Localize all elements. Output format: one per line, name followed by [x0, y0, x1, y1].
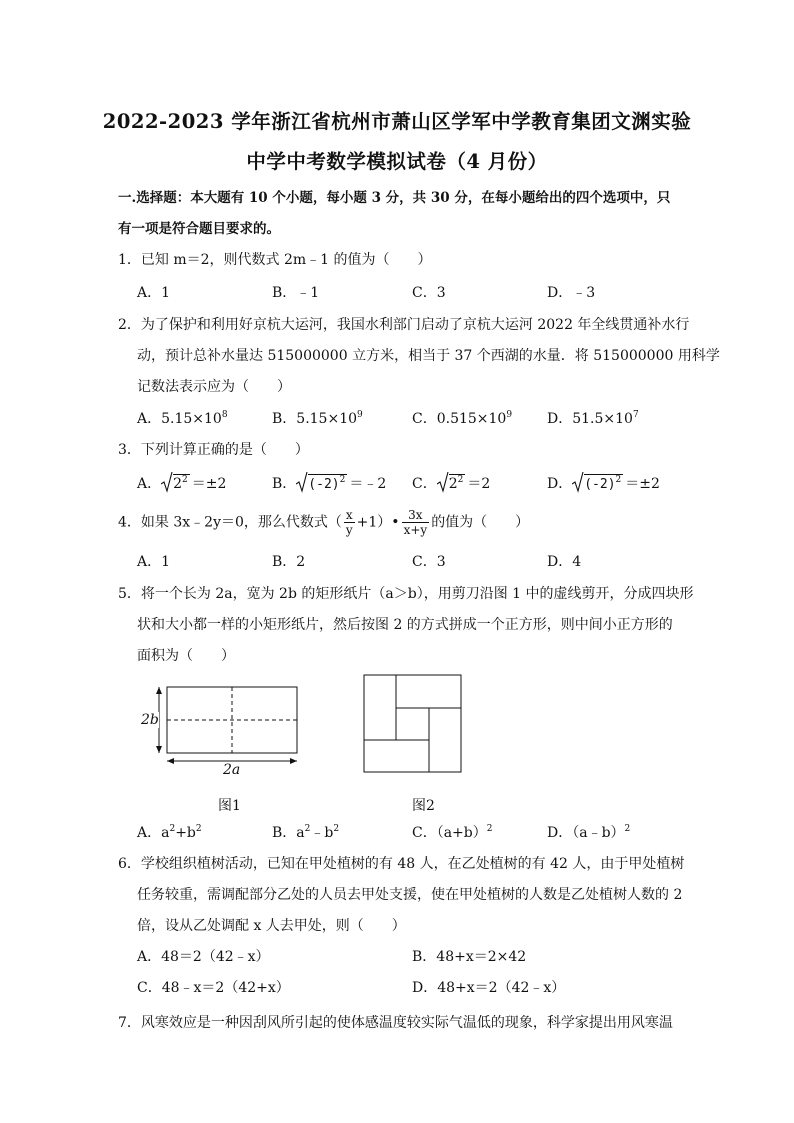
figure-1-bottom-label: 2a [223, 762, 241, 778]
q4-option-b[interactable]: B．2 [272, 554, 306, 570]
q3-option-a[interactable]: A． $2^2 =\pm 2$ [137, 473, 226, 493]
q2-option-a[interactable]: A．$5.15\times 10^8$ [137, 410, 228, 427]
q6-option-d[interactable]: D．48+x＝2（42﹣x） [412, 980, 566, 996]
question-2-line2: 动，预计总补水量达 515000000 立方米，相当于 37 个西湖的水量．将 515000000 用科学 [137, 348, 720, 364]
figure-2-caption: 图2 [412, 798, 435, 814]
question-5-line1: 5．将一个长为 2a，宽为 2b 的矩形纸片（a＞b），用剪刀沿图 1 中的虚线剪开，分成四块形 [118, 586, 694, 602]
q4-option-a[interactable]: A．1 [137, 554, 171, 570]
fraction-x-over-y: $\frac{x}{y}$ [345, 508, 353, 537]
question-6-line2: 任务较重，需调配部分乙处的人员去甲处支援，使在甲处植树的人数是乙处植树人数的 2 [137, 887, 683, 903]
q4-option-d[interactable]: D．4 [547, 554, 582, 570]
q6-option-c[interactable]: C．48﹣x＝2（42+x） [137, 980, 290, 996]
q3-option-c[interactable]: C． $2^2 =2$ [412, 473, 490, 493]
q5-option-c[interactable]: C．$(a+b)^2$ [412, 824, 493, 841]
q2-option-c[interactable]: C．$0.515\times 10^9$ [412, 410, 513, 427]
q5-option-d[interactable]: D．（a﹣b）$^2$ [547, 824, 631, 841]
exam-title-line2: 中学中考数学模拟试卷（4 月份） [246, 150, 548, 173]
question-6-line3: 倍，设从乙处调配 x 人去甲处，则（ ） [137, 918, 406, 934]
q6-option-b[interactable]: B．48+x＝2×42 [412, 949, 527, 965]
figure-1-side-label: 2b [141, 712, 159, 728]
q2-option-d[interactable]: D．$51.5\times 10^7$ [547, 410, 639, 427]
question-6-line1: 6．学校组织植树活动，已知在甲处植树的有 48 人，在乙处植树的有 42 人，由于甲处植树 [118, 856, 685, 872]
q5-option-a[interactable]: A．$a^2+b^2$ [137, 824, 202, 841]
question-2-line3: 记数法表示应为（ ） [137, 379, 291, 395]
q3-option-d[interactable]: D． $(-2)^2 =\pm 2$ [547, 473, 660, 493]
sqrt-symbol: $2^2$ [437, 474, 466, 492]
sqrt-symbol: $(-2)^2$ [296, 474, 347, 492]
section-heading-line1: 一.选择题：本大题有 10 个小题，每小题 3 分，共 30 分，在每小题给出的四个选项中，只 [118, 190, 671, 206]
sqrt-symbol: $2^2$ [161, 474, 190, 492]
question-4-text: 4．如果 3x﹣2y＝0，那么代数式（ $\frac{x}{y}$ +1）• $\frac{3x}{x+y}$ 的值为（ ） [118, 508, 530, 537]
figure-2-square [360, 672, 466, 778]
fraction-3x-over-x-plus-y: $\frac{3x}{x+y}$ [403, 508, 428, 537]
question-5-line3: 面积为（ ） [137, 648, 235, 664]
section-heading-line2: 有一项是符合题目要求的。 [118, 221, 280, 237]
q5-option-b[interactable]: B．$a^2﹣b^2$ [272, 824, 340, 841]
q1-option-c[interactable]: C．3 [412, 285, 446, 301]
q1-option-d[interactable]: D．﹣3 [547, 285, 596, 301]
exam-title-line1: 2022-2023 学年浙江省杭州市萧山区学军中学教育集团文渊实验 [102, 110, 692, 133]
q6-option-a[interactable]: A．48＝2（42﹣x） [137, 949, 270, 965]
question-2-line1: 2．为了保护和利用好京杭大运河，我国水利部门启动了京杭大运河 2022 年全线贯通补水行 [118, 317, 690, 333]
question-3-text: 3．下列计算正确的是（ ） [118, 442, 309, 458]
q1-option-b[interactable]: B．﹣1 [272, 285, 320, 301]
q2-option-b[interactable]: B．$5.15\times 10^9$ [272, 410, 363, 427]
question-5-line2: 状和大小都一样的小矩形纸片，然后按图 2 的方式拼成一个正方形，则中间小正方形的 [137, 617, 673, 633]
figure-1-caption: 图1 [218, 798, 241, 814]
q1-option-a[interactable]: A．1 [137, 285, 171, 301]
q3-option-b[interactable]: B． $(-2)^2$ ＝﹣2 [272, 473, 386, 493]
q4-option-c[interactable]: C．3 [412, 554, 446, 570]
question-1-text: 1．已知 m＝2，则代数式 2m﹣1 的值为（ ） [118, 252, 432, 268]
question-7-line1: 7．风寒效应是一种因刮风所引起的使体感温度较实际气温低的现象，科学家提出用风寒温 [118, 1015, 673, 1031]
sqrt-symbol: $(-2)^2$ [572, 474, 623, 492]
